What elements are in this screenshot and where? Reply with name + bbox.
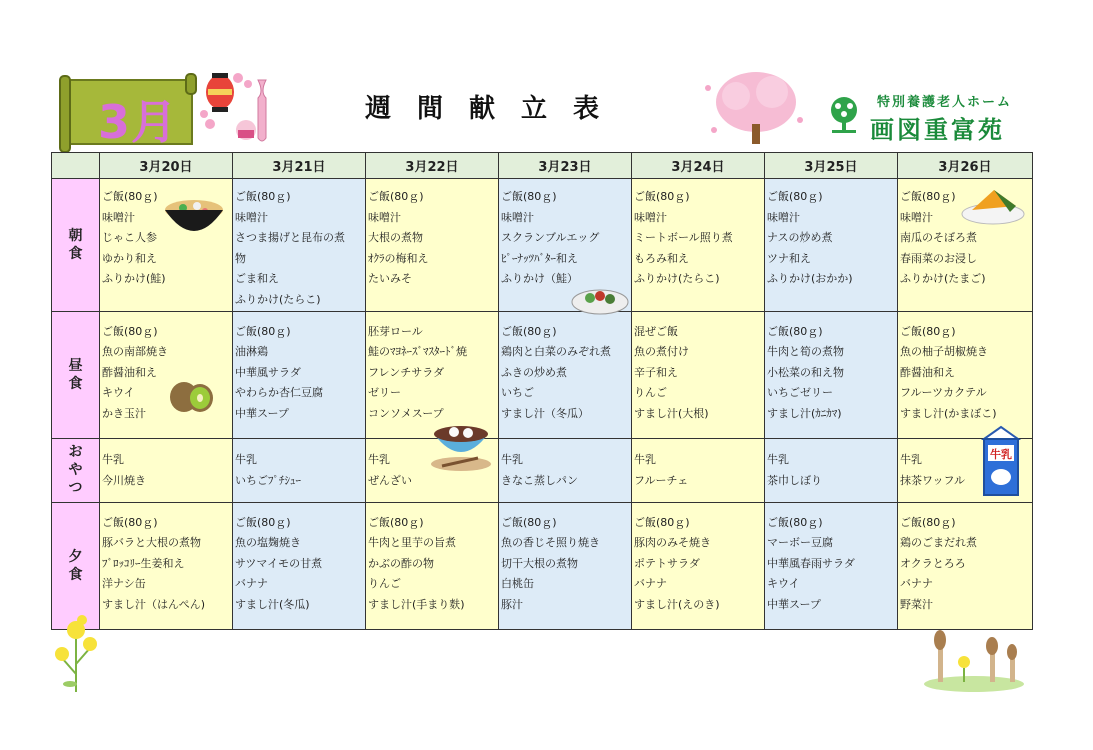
menu-item: ゆかり和え bbox=[102, 251, 157, 265]
menu-item: 小松菜の和え物 bbox=[767, 365, 844, 379]
menu-item: 牛乳 bbox=[501, 452, 523, 466]
menu-item: ご飯(80ｇ) bbox=[501, 324, 557, 338]
menu-item: バナナ bbox=[900, 577, 933, 591]
menu-item: ご飯(80ｇ) bbox=[501, 515, 557, 529]
menu-cell bbox=[366, 502, 499, 629]
menu-item: ﾌﾞﾛｯｺﾘｰ生姜和え bbox=[102, 556, 185, 570]
menu-cell bbox=[233, 311, 366, 438]
menu-item: 大根の煮物 bbox=[368, 231, 423, 245]
menu-cell bbox=[499, 502, 632, 629]
miso-soup-icon bbox=[163, 196, 225, 242]
menu-item: きなこ蒸しパン bbox=[501, 473, 578, 487]
menu-item: すまし汁（冬瓜） bbox=[501, 406, 589, 420]
menu-item: ご飯(80ｇ) bbox=[235, 515, 291, 529]
menu-item: すまし汁(かまぼこ) bbox=[900, 406, 997, 420]
menu-item: ポテトサラダ bbox=[634, 556, 700, 570]
menu-item: 茶巾しぼり bbox=[767, 473, 822, 487]
menu-item: ナスの炒め煮 bbox=[767, 231, 833, 245]
menu-item: 味噌汁 bbox=[102, 210, 135, 224]
menu-item: すまし汁(ｶﾆｶﾏ) bbox=[767, 406, 842, 420]
menu-item-list bbox=[100, 439, 232, 491]
menu-item: 南瓜のそぼろ煮 bbox=[900, 231, 977, 245]
menu-item: 春雨菜のお浸し bbox=[900, 251, 977, 265]
menu-item: 鶏のごまだれ煮 bbox=[900, 536, 977, 550]
menu-item: 野菜汁 bbox=[900, 597, 933, 611]
meal-label-char: 食 bbox=[68, 375, 83, 392]
menu-item-list bbox=[632, 439, 764, 491]
menu-item: フルーツカクテル bbox=[900, 386, 987, 400]
menu-item: 洋ナシ缶 bbox=[102, 577, 146, 591]
menu-cell bbox=[100, 311, 233, 438]
date-header: 3月24日 bbox=[632, 153, 765, 179]
zenzai-bowl-icon bbox=[428, 420, 494, 474]
date-header: 3月20日 bbox=[100, 153, 233, 179]
menu-item: ご飯(80ｇ) bbox=[634, 515, 690, 529]
menu-item-list bbox=[765, 439, 897, 491]
menu-item-list bbox=[632, 503, 764, 616]
page-title: 週間献立表 bbox=[365, 94, 626, 124]
menu-item: 牛肉と里芋の旨煮 bbox=[368, 536, 456, 550]
menu-item: サツマイモの甘煮 bbox=[235, 556, 323, 570]
menu-item: 中華スープ bbox=[767, 597, 821, 611]
menu-item: 豚肉のみそ焼き bbox=[634, 536, 711, 550]
menu-item-list bbox=[366, 503, 498, 616]
menu-cell bbox=[632, 179, 765, 312]
menu-item: ごま和え bbox=[235, 272, 279, 286]
menu-cell bbox=[632, 438, 765, 502]
menu-item: 牛乳 bbox=[102, 452, 124, 466]
menu-item: 混ぜご飯 bbox=[634, 324, 678, 338]
menu-item: 中華風春雨サラダ bbox=[767, 556, 855, 570]
menu-item: ご飯(80ｇ) bbox=[235, 324, 291, 338]
menu-item: りんご bbox=[634, 386, 667, 400]
menu-cell bbox=[366, 179, 499, 312]
menu-item: ﾋﾟｰﾅｯﾂﾊﾞﾀｰ和え bbox=[501, 251, 578, 265]
menu-item: キウイ bbox=[102, 386, 135, 400]
menu-item: ふりかけ(たらこ) bbox=[634, 272, 720, 286]
menu-item: ぜんざい bbox=[368, 473, 412, 487]
menu-item: いちごﾌﾟﾁｼｭｰ bbox=[235, 473, 301, 487]
menu-item: いちごゼリー bbox=[767, 386, 833, 400]
menu-cell bbox=[233, 179, 366, 312]
meal-label-char: つ bbox=[68, 480, 83, 497]
menu-item: ご飯(80ｇ) bbox=[368, 515, 424, 529]
menu-item: ご飯(80ｇ) bbox=[235, 190, 291, 203]
menu-item-list bbox=[898, 503, 1032, 616]
meal-label-char: 夕 bbox=[68, 548, 83, 565]
menu-cell bbox=[233, 438, 366, 502]
menu-item: ｵｸﾗの梅和え bbox=[368, 251, 429, 265]
menu-item: 酢醤油和え bbox=[900, 365, 955, 379]
menu-item: ふりかけ(おかか) bbox=[767, 272, 853, 286]
menu-item: 魚の塩麹焼き bbox=[235, 536, 301, 550]
menu-item: 豚汁 bbox=[501, 597, 523, 611]
meal-row bbox=[52, 502, 1033, 629]
menu-item-list bbox=[366, 179, 498, 290]
date-header: 3月26日 bbox=[898, 153, 1033, 179]
date-header: 3月21日 bbox=[233, 153, 366, 179]
menu-item: ミートボール照り煮 bbox=[634, 231, 733, 245]
menu-item-list bbox=[366, 312, 498, 425]
menu-item: コンソメスープ bbox=[368, 406, 444, 420]
menu-item: かぶの酢の物 bbox=[368, 556, 434, 570]
meal-label-char: 朝 bbox=[68, 227, 83, 244]
menu-item: 辛子和え bbox=[634, 365, 678, 379]
menu-item: すまし汁（はんぺん) bbox=[102, 597, 206, 611]
menu-item: いちご bbox=[501, 386, 534, 400]
menu-cell bbox=[100, 438, 233, 502]
svg-text:牛乳: 牛乳 bbox=[990, 448, 1012, 461]
menu-item: 切干大根の煮物 bbox=[501, 556, 578, 570]
month-banner bbox=[58, 72, 198, 154]
menu-item: フレンチサラダ bbox=[368, 365, 445, 379]
menu-item: ご飯(80ｇ) bbox=[900, 515, 956, 529]
menu-item: マーボー豆腐 bbox=[767, 536, 833, 550]
menu-item-list bbox=[233, 312, 365, 425]
menu-item: 鮭のﾏﾖﾈｰｽﾞﾏｽﾀｰﾄﾞ焼 bbox=[368, 345, 467, 359]
facility-type: 特別養護老人ホーム bbox=[877, 95, 1013, 110]
menu-item: 胚芽ロール bbox=[368, 324, 423, 338]
menu-cell bbox=[233, 502, 366, 629]
menu-item: ご飯(80ｇ) bbox=[900, 190, 956, 203]
menu-item-list bbox=[499, 439, 631, 491]
menu-item: ふりかけ(たまご) bbox=[900, 272, 986, 286]
menu-item: 物 bbox=[235, 251, 246, 265]
menu-item-list bbox=[499, 503, 631, 616]
menu-item-list bbox=[765, 503, 897, 616]
menu-item: バナナ bbox=[235, 577, 268, 591]
facility-name: 画図重富苑 bbox=[870, 116, 1005, 144]
menu-item: ふりかけ(鮭) bbox=[102, 272, 166, 286]
menu-item: 魚の柚子胡椒焼き bbox=[900, 345, 988, 359]
menu-item: 酢醤油和え bbox=[102, 365, 157, 379]
menu-cell bbox=[632, 311, 765, 438]
menu-item-list bbox=[499, 312, 631, 425]
salad-icon bbox=[570, 282, 630, 316]
meal-label bbox=[52, 502, 100, 629]
menu-item: ご飯(80ｇ) bbox=[102, 190, 158, 203]
menu-item: ご飯(80ｇ) bbox=[102, 324, 158, 338]
meal-label-char: や bbox=[68, 462, 83, 479]
cherry-tree-icon bbox=[700, 70, 810, 148]
meal-label-char: 食 bbox=[68, 245, 83, 262]
menu-item: 牛乳 bbox=[767, 452, 789, 466]
menu-item: スクランブルエッグ bbox=[501, 231, 600, 245]
milk-carton-icon bbox=[976, 425, 1026, 499]
menu-item: ご飯(80ｇ) bbox=[767, 324, 823, 338]
menu-item: ふりかけ(たらこ) bbox=[235, 292, 321, 306]
menu-cell bbox=[765, 179, 898, 312]
meal-label bbox=[52, 311, 100, 438]
menu-item: 牛肉と筍の煮物 bbox=[767, 345, 844, 359]
meal-label bbox=[52, 179, 100, 312]
meal-row bbox=[52, 311, 1033, 438]
menu-item: 魚の南部焼き bbox=[102, 345, 168, 359]
meal-label-char: お bbox=[68, 444, 83, 461]
menu-item-list bbox=[765, 312, 897, 425]
menu-item: オクラとろろ bbox=[900, 556, 966, 570]
menu-item: もろみ和え bbox=[634, 251, 689, 265]
menu-item: 白桃缶 bbox=[501, 577, 534, 591]
menu-cell bbox=[632, 502, 765, 629]
kiwi-icon bbox=[168, 380, 216, 414]
menu-item: バナナ bbox=[634, 577, 667, 591]
date-header: 3月22日 bbox=[366, 153, 499, 179]
meal-label-char: 昼 bbox=[68, 357, 83, 374]
lantern-icon bbox=[198, 70, 278, 150]
menu-item-list bbox=[233, 439, 365, 491]
date-header: 3月25日 bbox=[765, 153, 898, 179]
menu-item: 味噌汁 bbox=[368, 210, 401, 224]
menu-item: ふきの炒め煮 bbox=[501, 365, 567, 379]
menu-item: ツナ和え bbox=[767, 251, 811, 265]
menu-item-list bbox=[233, 503, 365, 616]
meal-label bbox=[52, 438, 100, 502]
menu-item: 今川焼き bbox=[102, 473, 146, 487]
menu-cell bbox=[898, 502, 1033, 629]
menu-item: ご飯(80ｇ) bbox=[900, 324, 956, 338]
menu-item: ご飯(80ｇ) bbox=[767, 190, 823, 203]
menu-item: フルーチェ bbox=[634, 473, 689, 487]
menu-item: ご飯(80ｇ) bbox=[501, 190, 557, 203]
menu-item: 魚の煮付け bbox=[634, 345, 689, 359]
menu-item: ご飯(80ｇ) bbox=[102, 515, 158, 529]
menu-item: 抹茶ワッフル bbox=[900, 473, 966, 487]
meal-row bbox=[52, 438, 1033, 502]
menu-item: じゃこ人参 bbox=[102, 231, 157, 245]
menu-item: ふりかけ（鮭） bbox=[501, 272, 578, 286]
menu-item: すまし汁(冬瓜) bbox=[235, 597, 310, 611]
date-header-row bbox=[52, 153, 1033, 179]
menu-item-list bbox=[100, 503, 232, 616]
menu-item-list bbox=[233, 179, 365, 311]
menu-item: キウイ bbox=[767, 577, 800, 591]
menu-item-list bbox=[632, 312, 764, 425]
menu-item-list bbox=[765, 179, 897, 290]
meal-label-char: 食 bbox=[68, 566, 83, 583]
menu-item: 牛乳 bbox=[235, 452, 257, 466]
menu-item: すまし汁(大根) bbox=[634, 406, 709, 420]
facility-logo-icon bbox=[826, 96, 862, 134]
menu-item: 中華風サラダ bbox=[235, 365, 301, 379]
menu-item: りんご bbox=[368, 577, 401, 591]
menu-item: 牛乳 bbox=[634, 452, 656, 466]
menu-item: 油淋鶏 bbox=[235, 345, 268, 359]
menu-cell bbox=[366, 311, 499, 438]
menu-item: 味噌汁 bbox=[900, 210, 933, 224]
menu-item: さつま揚げと昆布の煮 bbox=[235, 231, 345, 245]
menu-cell bbox=[765, 438, 898, 502]
menu-item-list bbox=[898, 312, 1032, 425]
menu-cell bbox=[765, 311, 898, 438]
menu-item: 中華スープ bbox=[235, 406, 289, 420]
menu-item: 味噌汁 bbox=[767, 210, 800, 224]
menu-cell bbox=[499, 438, 632, 502]
menu-item: 味噌汁 bbox=[235, 210, 268, 224]
menu-item: 鶏肉と白菜のみぞれ煮 bbox=[501, 345, 611, 359]
pumpkin-dish-icon bbox=[960, 182, 1026, 226]
date-header: 3月23日 bbox=[499, 153, 632, 179]
menu-item: 味噌汁 bbox=[634, 210, 667, 224]
menu-item: 味噌汁 bbox=[501, 210, 534, 224]
menu-item-list bbox=[632, 179, 764, 290]
menu-cell bbox=[100, 502, 233, 629]
menu-item: すまし汁(えのき) bbox=[634, 597, 720, 611]
menu-item: たいみそ bbox=[368, 272, 412, 286]
menu-item: ご飯(80ｇ) bbox=[767, 515, 823, 529]
menu-item: ご飯(80ｇ) bbox=[368, 190, 424, 203]
menu-item: ご飯(80ｇ) bbox=[634, 190, 690, 203]
menu-item: ゼリー bbox=[368, 386, 401, 400]
menu-item: かき玉汁 bbox=[102, 406, 146, 420]
horsetail-icon bbox=[920, 628, 1028, 694]
month-label: 3月 bbox=[97, 95, 178, 149]
rapeseed-flower-icon bbox=[52, 614, 108, 694]
menu-item: すまし汁(手まり麩) bbox=[368, 597, 465, 611]
menu-item: 牛乳 bbox=[900, 452, 922, 466]
menu-cell bbox=[499, 311, 632, 438]
menu-item: やわらか杏仁豆腐 bbox=[235, 386, 323, 400]
menu-item: 豚バラと大根の煮物 bbox=[102, 536, 201, 550]
menu-item: 魚の香じそ照り焼き bbox=[501, 536, 600, 550]
menu-item: 牛乳 bbox=[368, 452, 390, 466]
menu-cell bbox=[898, 311, 1033, 438]
menu-item-list bbox=[499, 179, 631, 290]
header-corner bbox=[52, 153, 100, 179]
menu-cell bbox=[765, 502, 898, 629]
